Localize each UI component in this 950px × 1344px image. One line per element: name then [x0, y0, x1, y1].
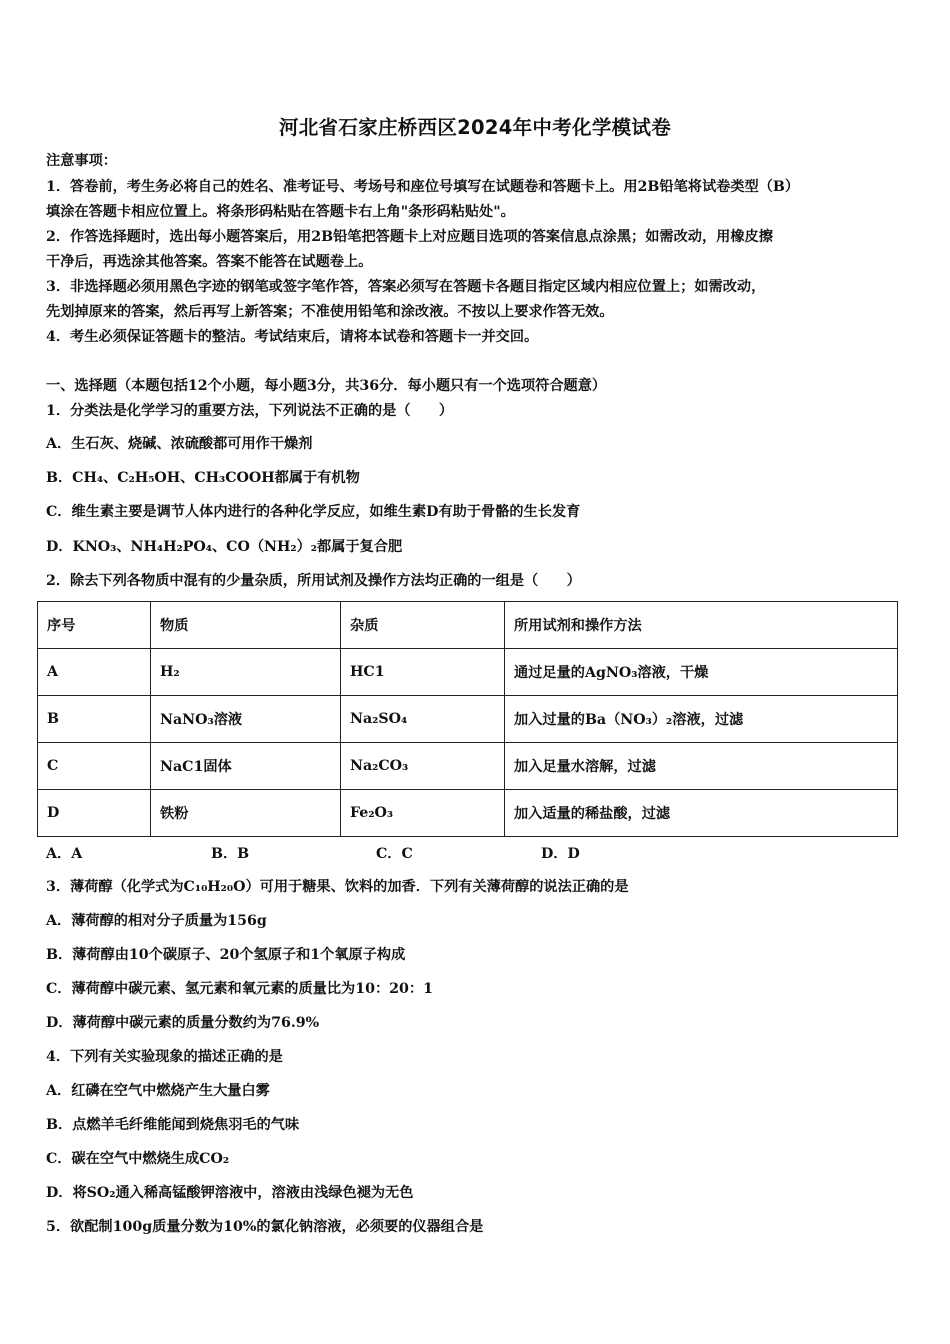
table-cell: A	[38, 649, 151, 696]
notice-line-1: 1．答卷前，考生务必将自己的姓名、准考证号、考场号和座位号填写在试题卷和答题卡上。用2B铅笔将试卷类型（B）	[46, 179, 800, 195]
q1-option-a: A．生石灰、烧碱、浓硫酸都可用作干燥剂	[46, 436, 313, 452]
q3-option-d: D．薄荷醇中碳元素的质量分数约为76.9%	[46, 1015, 320, 1031]
table-cell: 加入足量水溶解，过滤	[505, 743, 898, 790]
table-cell: NaNO₃溶液	[151, 696, 341, 743]
table-row	[38, 790, 898, 837]
q2-option-a: A．A	[46, 846, 83, 862]
table-cell: C	[38, 743, 151, 790]
section-heading: 一、选择题（本题包括12个小题，每小题3分，共36分．每小题只有一个选项符合题意）	[46, 378, 607, 394]
q5-stem: 5．欲配制100g质量分数为10%的氯化钠溶液，必须要的仪器组合是	[46, 1219, 484, 1235]
q1-option-c: C．维生素主要是调节人体内进行的各种化学反应，如维生素D有助于骨骼的生长发育	[46, 504, 581, 520]
q4-option-a: A．红磷在空气中燃烧产生大量白雾	[46, 1083, 270, 1099]
q1-option-d: D．KNO₃、NH₄H₂PO₄、CO（NH₂）₂都属于复合肥	[46, 539, 403, 555]
table-cell: 铁粉	[151, 790, 341, 837]
notice-line-4: 干净后，再选涂其他答案。答案不能答在试题卷上。	[46, 254, 373, 270]
table-cell: HC1	[341, 649, 505, 696]
notice-line-2: 填涂在答题卡相应位置上。将条形码粘贴在答题卡右上角"条形码粘贴处"。	[46, 204, 515, 220]
q4-option-d: D．将SO₂通入稀高锰酸钾溶液中，溶液由浅绿色褪为无色	[46, 1185, 414, 1201]
table-header-cell: 序号	[38, 602, 151, 649]
notice-line-5: 3．非选择题必须用黑色字迹的钢笔或签字笔作答，答案必须写在答题卡各题目指定区域内相应位置上；如需改动，	[46, 279, 766, 295]
table-row	[38, 696, 898, 743]
table-row	[38, 743, 898, 790]
q2-option-b: B．B	[211, 846, 250, 862]
table-cell: Na₂SO₄	[341, 696, 505, 743]
q2-stem: 2．除去下列各物质中混有的少量杂质，所用试剂及操作方法均正确的一组是（ ）	[46, 573, 581, 589]
q1-option-b: B．CH₄、C₂H₅OH、CH₃COOH都属于有机物	[46, 470, 360, 486]
q3-option-a: A．薄荷醇的相对分子质量为156g	[46, 913, 267, 929]
table-cell: B	[38, 696, 151, 743]
q4-option-c: C．碳在空气中燃烧生成CO₂	[46, 1151, 230, 1167]
q3-option-b: B．薄荷醇由10个碳原子、20个氢原子和1个氧原子构成	[46, 947, 406, 963]
table-header-row	[38, 602, 898, 649]
q2-option-c: C．C	[376, 846, 413, 862]
notice-line-6: 先划掉原来的答案，然后再写上新答案；不准使用铅笔和涂改液。不按以上要求作答无效。	[46, 304, 614, 320]
notice-line-7: 4．考生必须保证答题卡的整洁。考试结束后，请将本试卷和答题卡一并交回。	[46, 329, 539, 345]
table-cell: H₂	[151, 649, 341, 696]
table-cell: NaC1固体	[151, 743, 341, 790]
table-header-cell: 物质	[151, 602, 341, 649]
table-row	[38, 649, 898, 696]
exam-title: 河北省石家庄桥西区2024年中考化学模试卷	[278, 116, 672, 139]
notice-line-3: 2．作答选择题时，选出每小题答案后，用2B铅笔把答题卡上对应题目选项的答案信息点涂黑；如需改动，用橡皮擦	[46, 229, 773, 245]
q4-stem: 4．下列有关实验现象的描述正确的是	[46, 1049, 283, 1065]
q2-table	[37, 601, 898, 837]
notice-heading: 注意事项：	[46, 153, 117, 169]
q4-option-b: B．点燃羊毛纤维能闻到烧焦羽毛的气味	[46, 1117, 300, 1133]
table-cell: 加入过量的Ba（NO₃）₂溶液，过滤	[505, 696, 898, 743]
table-cell: D	[38, 790, 151, 837]
table-cell: 通过足量的AgNO₃溶液，干燥	[505, 649, 898, 696]
table-cell: Fe₂O₃	[341, 790, 505, 837]
table-header-cell: 杂质	[341, 602, 505, 649]
table-cell: Na₂CO₃	[341, 743, 505, 790]
q3-option-c: C．薄荷醇中碳元素、氢元素和氧元素的质量比为10：20：1	[46, 981, 433, 997]
table-cell: 加入适量的稀盐酸，过滤	[505, 790, 898, 837]
q2-option-d: D．D	[541, 846, 580, 862]
table-header-cell: 所用试剂和操作方法	[505, 602, 898, 649]
q3-stem: 3．薄荷醇（化学式为C₁₀H₂₀O）可用于糖果、饮料的加香．下列有关薄荷醇的说法正确的是	[46, 879, 629, 895]
q1-stem: 1．分类法是化学学习的重要方法，下列说法不正确的是（ ）	[46, 403, 454, 419]
